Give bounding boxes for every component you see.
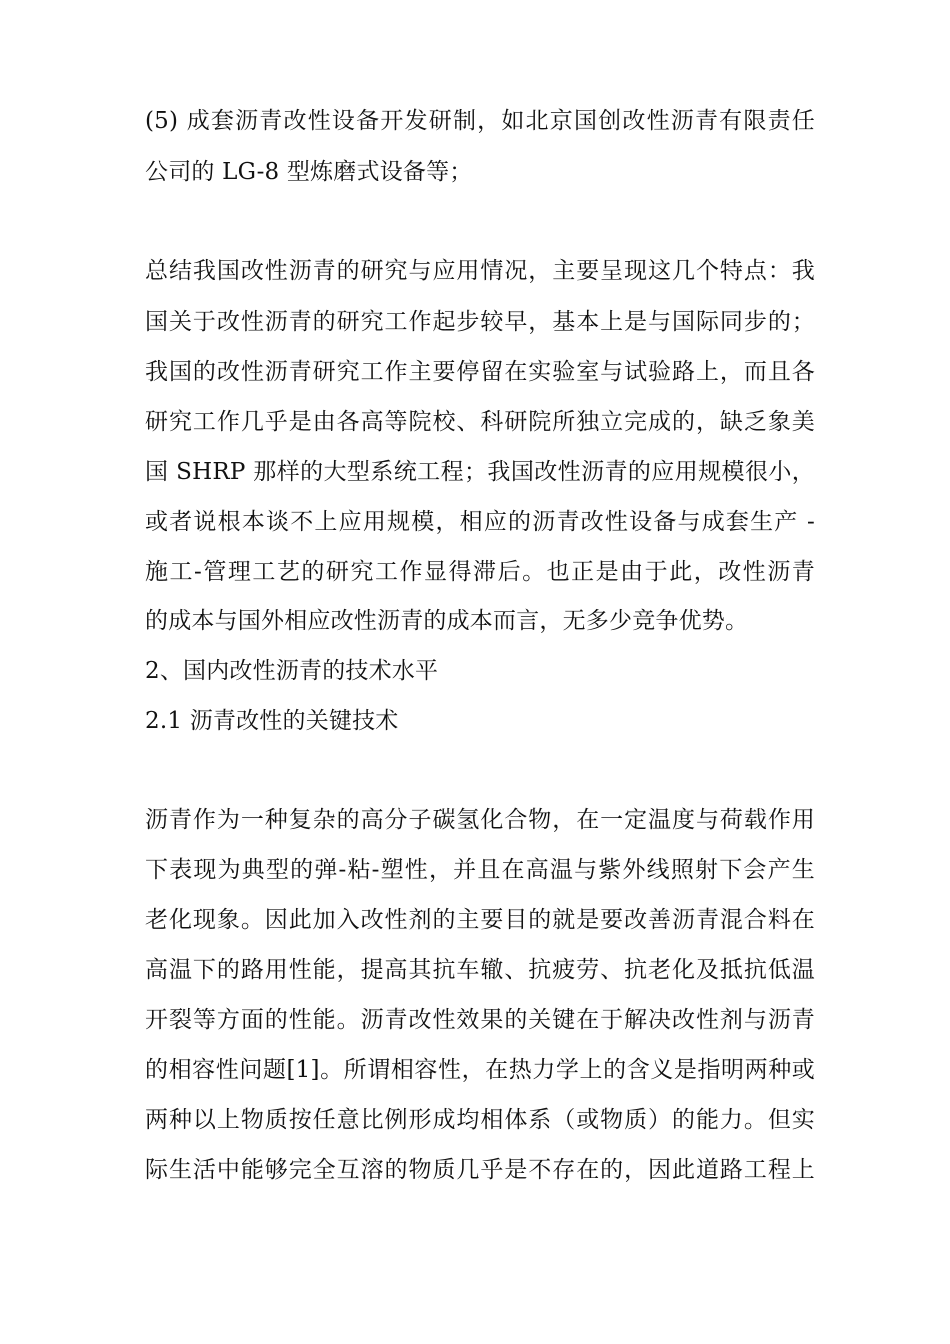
paragraph-3-line-8: 际生活中能够完全互溶的物质几乎是不存在的，因此道路工程上 [145,1157,815,1183]
paragraph-2-line-2: 国关于改性沥青的研究工作起步较早，基本上是与国际同步的； [145,309,815,335]
paragraph-3-line-7: 两种以上物质按任意比例形成均相体系（或物质）的能力。但实 [145,1107,815,1133]
paragraph-2-line-8: 的成本与国外相应改性沥青的成本而言，无多少竞争优势。 [145,608,749,634]
paragraph-2-line-7: 施工-管理工艺的研究工作显得滞后。也正是由于此，改性沥青 [145,559,815,585]
paragraph-1-line-1: (5) 成套沥青改性设备开发研制，如北京国创改性沥青有限责任 [145,108,815,134]
paragraph-3-line-1: 沥青作为一种复杂的高分子碳氢化合物，在一定温度与荷载作用 [145,807,815,833]
section-heading-2: 2、国内改性沥青的技术水平 [145,658,439,684]
paragraph-3-line-4: 高温下的路用性能，提高其抗车辙、抗疲劳、抗老化及抵抗低温 [145,957,815,983]
paragraph-2-line-4: 研究工作几乎是由各高等院校、科研院所独立完成的，缺乏象美 [145,409,815,435]
paragraph-2-line-1: 总结我国改性沥青的研究与应用情况，主要呈现这几个特点：我 [145,258,815,284]
paragraph-2-line-6: 或者说根本谈不上应用规模，相应的沥青改性设备与成套生产 - [145,509,815,535]
paragraph-3-line-6: 的相容性问题[1]。所谓相容性，在热力学上的含义是指明两种或 [145,1057,815,1083]
paragraph-3-line-5: 开裂等方面的性能。沥青改性效果的关键在于解决改性剂与沥青 [145,1007,815,1033]
paragraph-3-line-2: 下表现为典型的弹-粘-塑性，并且在高温与紫外线照射下会产生 [145,857,815,883]
paragraph-2-line-3: 我国的改性沥青研究工作主要停留在实验室与试验路上，而且各 [145,359,815,385]
paragraph-1-line-2: 公司的 LG-8 型炼磨式设备等； [145,159,473,185]
paragraph-2-line-5: 国 SHRP 那样的大型系统工程；我国改性沥青的应用规模很小， [145,459,815,485]
section-heading-2-1: 2.1 沥青改性的关键技术 [145,708,399,734]
paragraph-3-line-3: 老化现象。因此加入改性剂的主要目的就是要改善沥青混合料在 [145,907,815,933]
